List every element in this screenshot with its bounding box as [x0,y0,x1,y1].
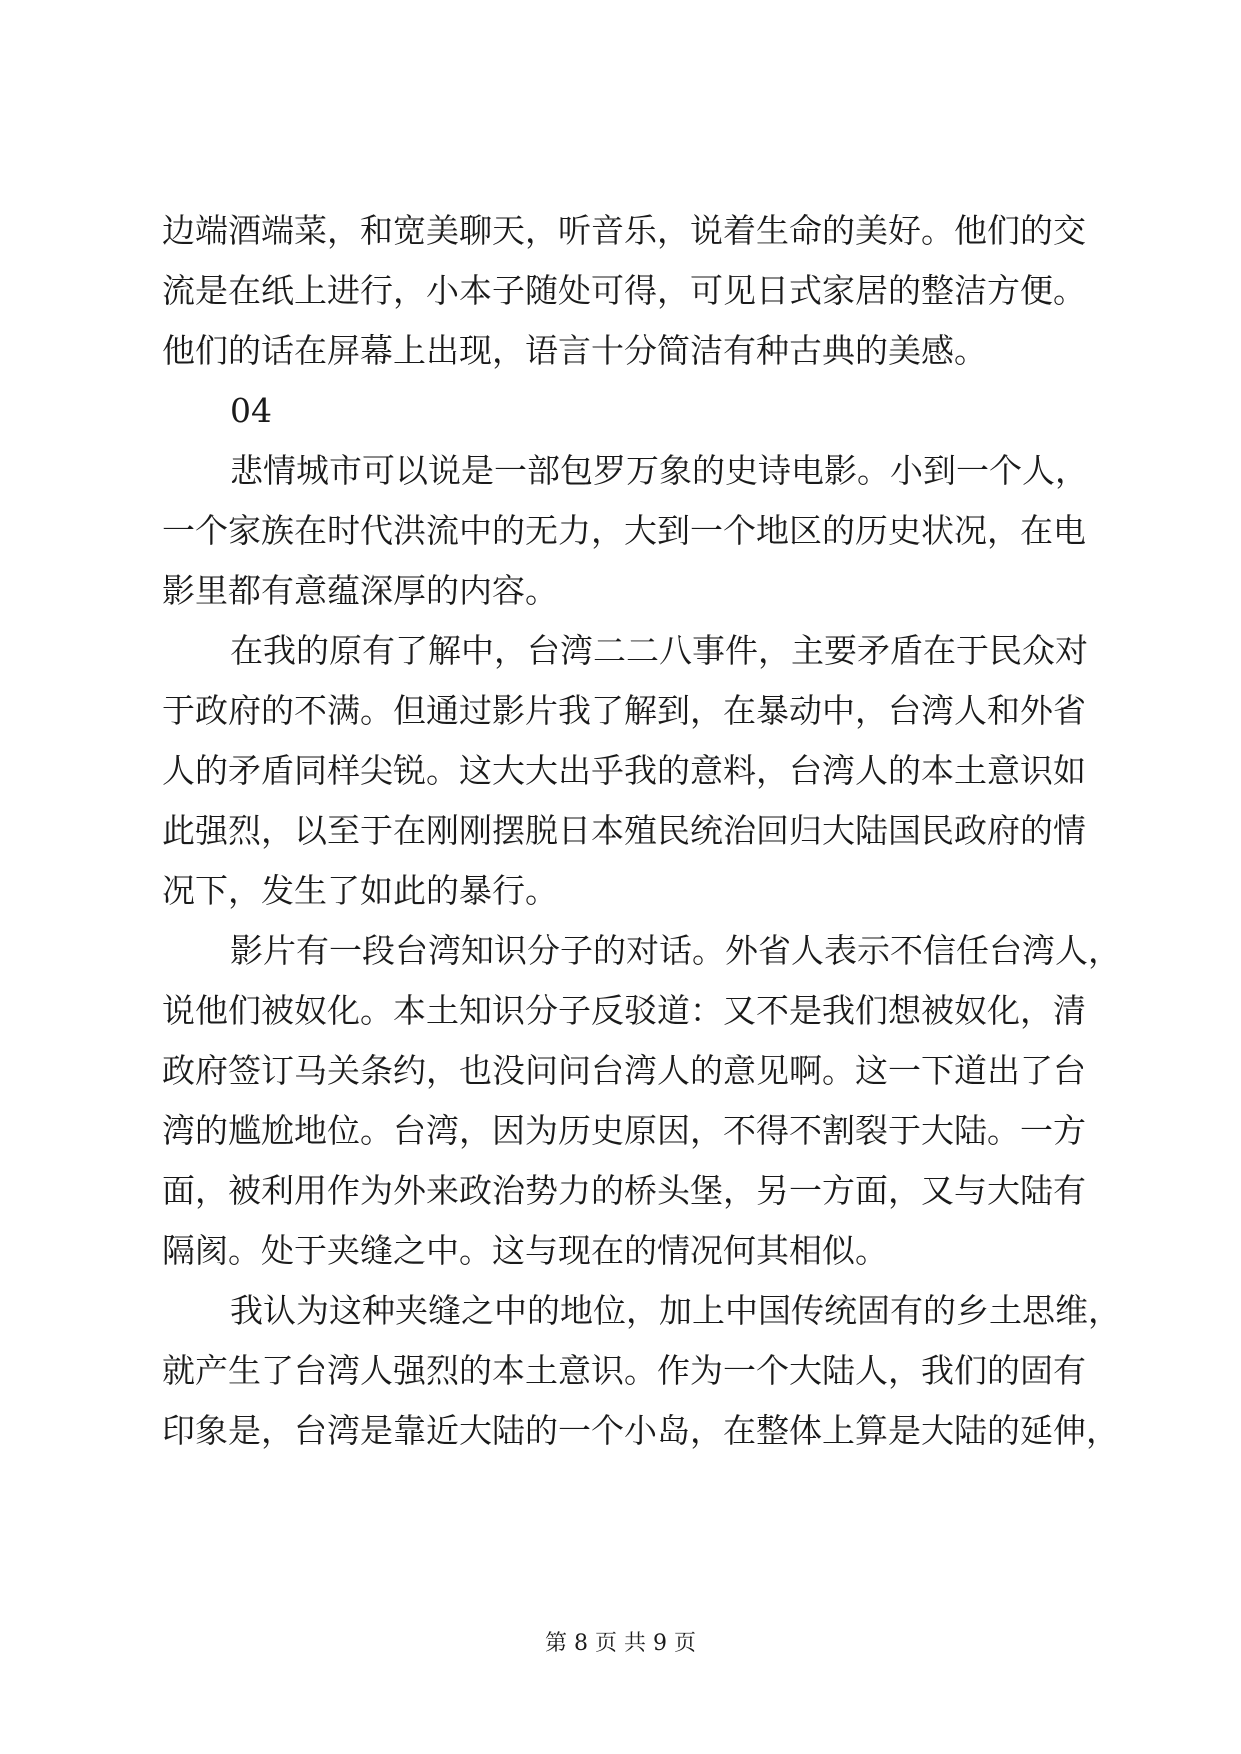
text-line: 人的矛盾同样尖锐。这大大出乎我的意料，台湾人的本土意识如 [162,751,1086,790]
text-line: 于政府的不满。但通过影片我了解到，在暴动中，台湾人和外省 [162,691,1086,730]
page-number-footer: 第 8 页 共 9 页 [545,1631,696,1656]
text-line: 流是在纸上进行，小本子随处可得，可见日式家居的整洁方便。 [162,271,1086,310]
text-line: 政府签订马关条约，也没问问台湾人的意见啊。这一下道出了台 [162,1051,1086,1090]
text-line: 湾的尴尬地位。台湾，因为历史原因，不得不割裂于大陆。一方 [162,1111,1086,1150]
text-line: 面，被利用作为外来政治势力的桥头堡，另一方面，又与大陆有 [162,1171,1086,1210]
text-line: 就产生了台湾人强烈的本土意识。作为一个大陆人，我们的固有 [162,1351,1086,1390]
section-number: 04 [230,391,272,430]
text-line: 边端酒端菜，和宽美聊天，听音乐，说着生命的美好。他们的交 [162,211,1086,250]
text-line: 影里都有意蕴深厚的内容。 [162,571,558,610]
text-line: 影片有一段台湾知识分子的对话。外省人表示不信任台湾人， [230,931,1121,970]
text-line: 此强烈，以至于在刚刚摆脱日本殖民统治回归大陆国民政府的情 [162,811,1086,850]
text-line: 他们的话在屏幕上出现，语言十分简洁有种古典的美感。 [162,331,987,370]
text-line: 况下，发生了如此的暴行。 [162,871,558,910]
text-line: 隔阂。处于夹缝之中。这与现在的情况何其相似。 [162,1231,888,1270]
text-line: 悲情城市可以说是一部包罗万象的史诗电影。小到一个人， [230,451,1088,490]
text-line: 印象是，台湾是靠近大陆的一个小岛，在整体上算是大陆的延伸， [162,1411,1119,1450]
text-line: 说他们被奴化。本土知识分子反驳道：又不是我们想被奴化，清 [162,991,1086,1030]
text-line: 在我的原有了解中，台湾二二八事件，主要矛盾在于民众对 [230,631,1088,670]
text-line: 我认为这种夹缝之中的地位，加上中国传统固有的乡土思维， [230,1291,1121,1330]
text-line: 一个家族在时代洪流中的无力，大到一个地区的历史状况，在电 [162,511,1086,550]
